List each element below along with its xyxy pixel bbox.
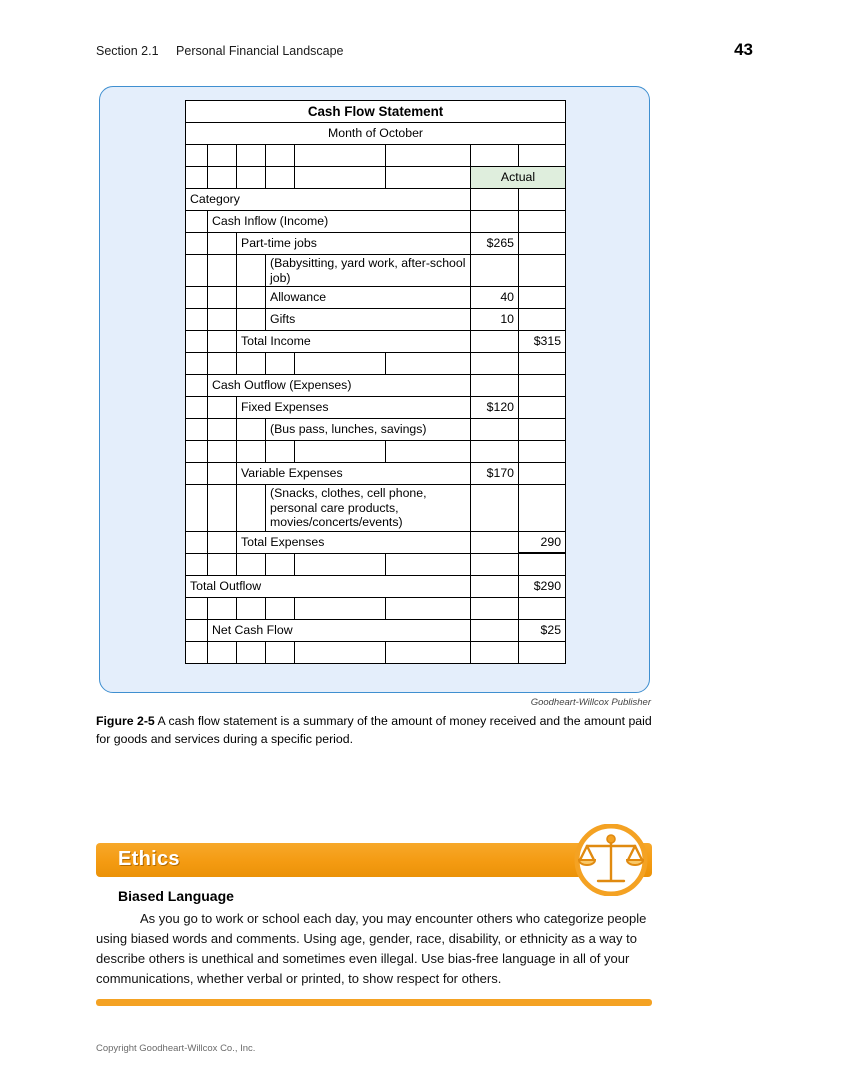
section-number: Section 2.1: [96, 44, 159, 58]
cell: [295, 353, 386, 375]
figure-caption: [96, 713, 656, 749]
cell: [237, 485, 266, 532]
cell: [471, 353, 519, 375]
cell: [186, 233, 208, 255]
cell: [386, 597, 471, 619]
ethics-banner-title: Ethics: [118, 848, 180, 870]
table-row: [186, 189, 566, 211]
cell: [471, 419, 519, 441]
value-part-time-jobs: $265: [471, 233, 519, 255]
cell: [471, 575, 519, 597]
table-row: [186, 619, 566, 641]
cell: [208, 331, 237, 353]
row-label-variable-expenses: Variable Expenses: [237, 463, 471, 485]
cell: [186, 619, 208, 641]
cell: [208, 167, 237, 189]
cell: [237, 309, 266, 331]
cell: [386, 441, 471, 463]
ethics-bottom-rule: [96, 999, 652, 1006]
cell: [386, 167, 471, 189]
cell: [237, 255, 266, 287]
value-gifts: 10: [471, 309, 519, 331]
table-subtitle: Month of October: [186, 123, 566, 145]
table-row: [186, 575, 566, 597]
cell: [519, 441, 566, 463]
cell: [208, 397, 237, 419]
cell: [519, 641, 566, 663]
page-header: [96, 40, 753, 60]
table-row: [186, 331, 566, 353]
table-row: [186, 167, 566, 189]
cell: [208, 463, 237, 485]
category-header: Category: [186, 189, 471, 211]
cell: [471, 441, 519, 463]
row-label-cash-inflow: Cash Inflow (Income): [208, 211, 471, 233]
cell: [208, 287, 237, 309]
table-row: [186, 463, 566, 485]
cell: [386, 145, 471, 167]
cell: [519, 463, 566, 485]
figure-caption-label: Figure 2-5: [96, 714, 155, 728]
cell: [519, 233, 566, 255]
table-row: [186, 375, 566, 397]
cell: [186, 353, 208, 375]
cell: [186, 463, 208, 485]
copyright-notice: Copyright Goodheart-Willcox Co., Inc.: [96, 1043, 256, 1054]
cell: [519, 189, 566, 211]
table-row: [186, 287, 566, 309]
value-allowance: 40: [471, 287, 519, 309]
table-row: [186, 233, 566, 255]
cell: [208, 255, 237, 287]
value-total-income: $315: [519, 331, 566, 353]
table-row: [186, 145, 566, 167]
row-label-total-expenses: Total Expenses: [237, 531, 471, 553]
table-row: [186, 441, 566, 463]
cell: [519, 553, 566, 575]
table-row: [186, 531, 566, 553]
value-total-expenses: 290: [519, 531, 566, 553]
cell: [186, 145, 208, 167]
table-row: [186, 353, 566, 375]
table-row: [186, 309, 566, 331]
cell: [186, 167, 208, 189]
cell: [471, 189, 519, 211]
cell: [266, 597, 295, 619]
table-title: Cash Flow Statement: [186, 101, 566, 123]
cell: [519, 287, 566, 309]
cell: [266, 441, 295, 463]
row-label-allowance: Allowance: [266, 287, 471, 309]
value-net-cash-flow: $25: [519, 619, 566, 641]
cell: [186, 553, 208, 575]
cell: [186, 485, 208, 532]
cell: [266, 553, 295, 575]
table-row: [186, 641, 566, 663]
table-row: [186, 255, 566, 287]
note-part-time-jobs: (Babysitting, yard work, after-school job): [266, 255, 471, 287]
cell: [186, 211, 208, 233]
cell: [237, 419, 266, 441]
row-label-total-outflow: Total Outflow: [186, 575, 471, 597]
cell: [186, 309, 208, 331]
row-label-part-time-jobs: Part-time jobs: [237, 233, 471, 255]
cell: [186, 255, 208, 287]
cell: [471, 641, 519, 663]
scales-of-justice-icon: [571, 824, 651, 896]
cash-flow-statement-table: [185, 100, 566, 664]
cell: [186, 531, 208, 553]
cell: [519, 145, 566, 167]
cell: [519, 211, 566, 233]
cell: [471, 331, 519, 353]
cell: [208, 419, 237, 441]
cell: [386, 553, 471, 575]
cell: [237, 553, 266, 575]
cell: [208, 553, 237, 575]
cell: [208, 531, 237, 553]
cell: [519, 375, 566, 397]
figure-credit: Goodheart-Willcox Publisher: [530, 697, 651, 708]
cell: [208, 145, 237, 167]
running-head: [96, 44, 344, 58]
cell: [471, 211, 519, 233]
actual-column-header: Actual: [471, 167, 566, 189]
table-row: [186, 553, 566, 575]
cell: [186, 441, 208, 463]
cell: [471, 619, 519, 641]
cell: [386, 641, 471, 663]
cell: [471, 375, 519, 397]
cell: [208, 441, 237, 463]
cell: [295, 641, 386, 663]
cell: [471, 597, 519, 619]
cell: [208, 233, 237, 255]
cell: [186, 331, 208, 353]
cell: [519, 597, 566, 619]
value-fixed-expenses: $120: [471, 397, 519, 419]
cell: [186, 375, 208, 397]
cell: [386, 353, 471, 375]
cell: [471, 145, 519, 167]
cell: [471, 485, 519, 532]
cell: [471, 553, 519, 575]
cell: [266, 145, 295, 167]
cell: [295, 553, 386, 575]
value-variable-expenses: $170: [471, 463, 519, 485]
cell: [295, 597, 386, 619]
cell: [519, 485, 566, 532]
table-row: [186, 211, 566, 233]
cell: [208, 597, 237, 619]
row-label-net-cash-flow: Net Cash Flow: [208, 619, 471, 641]
cell: [208, 485, 237, 532]
note-fixed-expenses: (Bus pass, lunches, savings): [266, 419, 471, 441]
cell: [266, 641, 295, 663]
cell: [519, 255, 566, 287]
row-label-gifts: Gifts: [266, 309, 471, 331]
cell: [295, 441, 386, 463]
cell: [295, 145, 386, 167]
value-total-outflow: $290: [519, 575, 566, 597]
table-row: [186, 123, 566, 145]
cell: [266, 167, 295, 189]
cell: [186, 597, 208, 619]
table-row: [186, 397, 566, 419]
cell: [237, 641, 266, 663]
cell: [237, 167, 266, 189]
section-title: Personal Financial Landscape: [176, 44, 344, 58]
cell: [208, 309, 237, 331]
row-label-fixed-expenses: Fixed Expenses: [237, 397, 471, 419]
cell: [208, 353, 237, 375]
cell: [186, 419, 208, 441]
cell: [208, 641, 237, 663]
table-row: [186, 485, 566, 532]
cell: [186, 287, 208, 309]
cell: [237, 597, 266, 619]
ethics-body-text: As you go to work or school each day, you may encounter others who categorize people using biased words and comments. Using age, gender, race, disability, or ethnicity as a way to describe others is unethical and sometimes even illegal. Use bias-free language in all of your communications, whether verbal or printed, to show respect for others.: [96, 911, 647, 987]
row-label-cash-outflow: Cash Outflow (Expenses): [208, 375, 471, 397]
cell: [519, 397, 566, 419]
cash-flow-table-wrapper: [185, 100, 565, 664]
cell: [471, 531, 519, 553]
cell: [519, 419, 566, 441]
table-row: [186, 101, 566, 123]
row-label-total-income: Total Income: [237, 331, 471, 353]
figure-caption-text: A cash flow statement is a summary of the amount of money received and the amount paid for goods and services during a specific period.: [96, 714, 652, 746]
cell: [471, 255, 519, 287]
cell: [519, 309, 566, 331]
table-row: [186, 597, 566, 619]
table-row: [186, 419, 566, 441]
note-variable-expenses: (Snacks, clothes, cell phone, personal care products, movies/concerts/events): [266, 485, 471, 532]
cell: [237, 441, 266, 463]
cell: [237, 145, 266, 167]
cell: [237, 287, 266, 309]
cell: [186, 397, 208, 419]
cell: [295, 167, 386, 189]
cell: [237, 353, 266, 375]
cell: [266, 353, 295, 375]
page-number: 43: [734, 40, 753, 59]
cell: [519, 353, 566, 375]
cell: [186, 641, 208, 663]
ethics-subhead: Biased Language: [118, 888, 234, 904]
